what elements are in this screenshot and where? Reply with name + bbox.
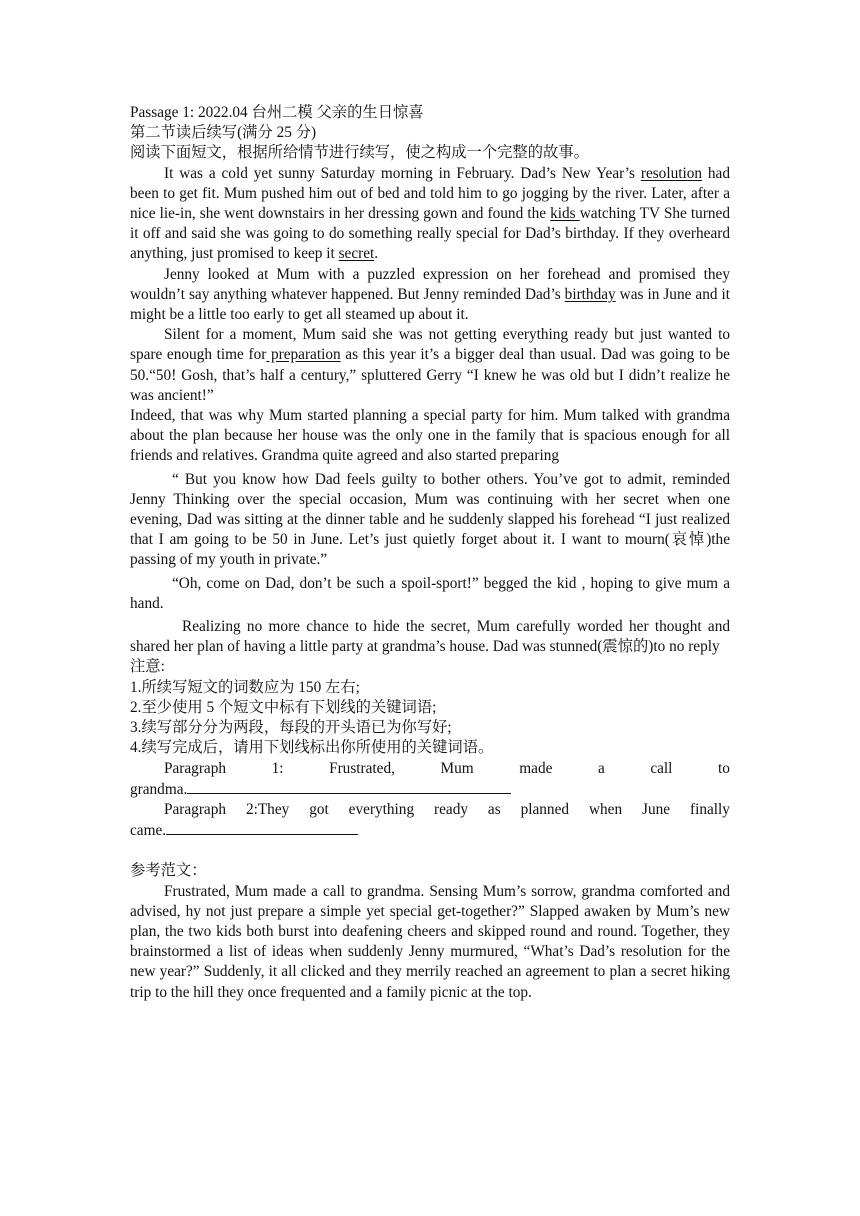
prompt-word: planned — [520, 800, 570, 818]
prompt-word: ready — [434, 800, 468, 818]
reference-heading: 参考范文： — [130, 862, 207, 880]
prompt-word: Frustrated, — [329, 759, 395, 777]
prompt-word: made — [519, 759, 553, 777]
prompt-word: June — [642, 800, 671, 818]
prompt-end: grandma. — [130, 780, 188, 798]
prompt-word: Mum — [440, 759, 474, 777]
paragraph-1-answer-line — [130, 779, 730, 800]
instruction-text: 阅读下面短文，根据所给情节进行续写，使之构成一个完整的故事。 — [130, 144, 589, 162]
note-item: 4.续写完成后，请用下划线标出你所使用的关键词语。 — [130, 739, 494, 757]
prompt-end: came. — [130, 822, 167, 840]
prompt-word: everything — [348, 800, 415, 818]
passage-title: Passage 1: 2022.04 台州二模 父亲的生日惊喜 — [130, 104, 424, 121]
document-page — [130, 103, 730, 1003]
text-run: Jenny looked at Mum with a puzzled expression on her forehead and promised they wouldn’t say anything whatever happened. But Jenny reminded Dad’s — [130, 265, 730, 303]
story-paragraph-6: “Oh, come on Dad, don’t be such a spoil-sport!” begged the kid , hoping to give mum a hand. — [130, 574, 730, 612]
story-paragraph-3 — [130, 325, 730, 406]
keyword-kids: kids — [550, 205, 580, 223]
text-run: was in June and it might be a little too early to get all steamed up about it. — [130, 285, 730, 324]
prompt-word: call — [650, 759, 673, 777]
prompt-word: Paragraph — [164, 759, 227, 777]
answer-blank[interactable] — [166, 820, 358, 835]
paragraph-2-prompt — [130, 800, 730, 820]
text-run: had been to get fit. Mum pushed him out of bed and told him to go jogging by the river. Later, after a nice lie-in, she went downstairs in her dressing gown and found the — [130, 164, 730, 223]
text-run: watching TV She turned it off and said she was going to do something really special for Dad’s birthday. If they overheard anything, just promised to keep it — [130, 205, 730, 263]
prompt-word: finally — [689, 800, 730, 818]
spacer — [130, 841, 730, 861]
keyword-resolution: resolution — [640, 164, 703, 182]
text-run: It was a cold yet sunny Saturday morning in February. Dad’s New Year’s — [164, 164, 641, 182]
story-paragraph-5: “ But you know how Dad feels guilty to bother others. You’ve got to admit, reminded Jenny Thinking over the special occasion, Mum was continuing with her secret when one evening, Dad was sitting at the dinner table and he suddenly slapped his forehead “I just realized that I am going to be 50 in June. Let’s just quietly forget about it. I want to mourn(哀悼)the passing of my youth in private.” — [130, 470, 730, 569]
text-run: Silent for a moment, Mum said she was not getting everything ready but just wanted to spare enough time for — [130, 326, 730, 364]
notes-heading: 注意: — [130, 658, 165, 676]
story-paragraph-4: Indeed, that was why Mum started planning a special party for him. Mum talked with grandma about the plan because her house was the only one in the family that is spacious enough for all friends and relatives. Grandma quite agreed and also started preparing — [130, 407, 730, 465]
keyword-preparation: preparation — [266, 346, 341, 364]
note-item: 3.续写部分分为两段，每段的开头语已为你写好; — [130, 719, 452, 737]
note-item: 1.所续写短文的词数应为 150 左右; — [130, 678, 360, 696]
prompt-word: as — [487, 800, 501, 818]
story-paragraph-7: Realizing no more chance to hide the secret, Mum carefully worded her thought and shared her plan of having a little party at grandma’s house. Dad was stunned(震惊的)to no reply — [130, 618, 730, 656]
prompt-word: Paragraph — [164, 800, 227, 818]
prompt-word: got — [309, 800, 329, 818]
keyword-secret: secret — [338, 245, 375, 263]
section-heading: 第二节读后续写(满分 25 分) — [130, 124, 317, 142]
text-run: . — [374, 245, 379, 263]
reference-essay: Frustrated, Mum made a call to grandma. Sensing Mum’s sorrow, grandma comforted and advised, hy not just prepare a simple yet special get-together?” Slapped awaken by Mum’s new plan, the two kids both burst into deafening cheers and skipped round and round. Together, they brainstormed a list of ideas when suddenly Jenny murmured, “What’s Dad’s resolution for the new year?” Suddenly, it all clicked and they merrily reached an agreement to plan a secret hiking trip to the hill they once frequented and a family picnic at the top. — [130, 882, 730, 1001]
prompt-word: when — [588, 800, 623, 818]
story-paragraph-2 — [130, 265, 730, 326]
paragraph-1-prompt — [130, 759, 730, 779]
keyword-birthday: birthday — [564, 285, 616, 303]
story-paragraph-1 — [130, 164, 730, 265]
paragraph-2-answer-line — [130, 820, 730, 841]
answer-blank[interactable] — [187, 779, 511, 794]
prompt-word: 1: — [271, 759, 284, 777]
note-item: 2.至少使用 5 个短文中标有下划线的关键词语; — [130, 698, 437, 716]
prompt-word: a — [597, 759, 605, 777]
prompt-word: 2:They — [245, 800, 290, 818]
text-run: as this year it’s a bigger deal than usual. Dad was going to be 50.“50! Gosh, that’s half a century,” spluttered Gerry “I knew he was old but I didn’t realize he was ancient!” — [130, 346, 730, 404]
prompt-word: to — [718, 759, 730, 777]
